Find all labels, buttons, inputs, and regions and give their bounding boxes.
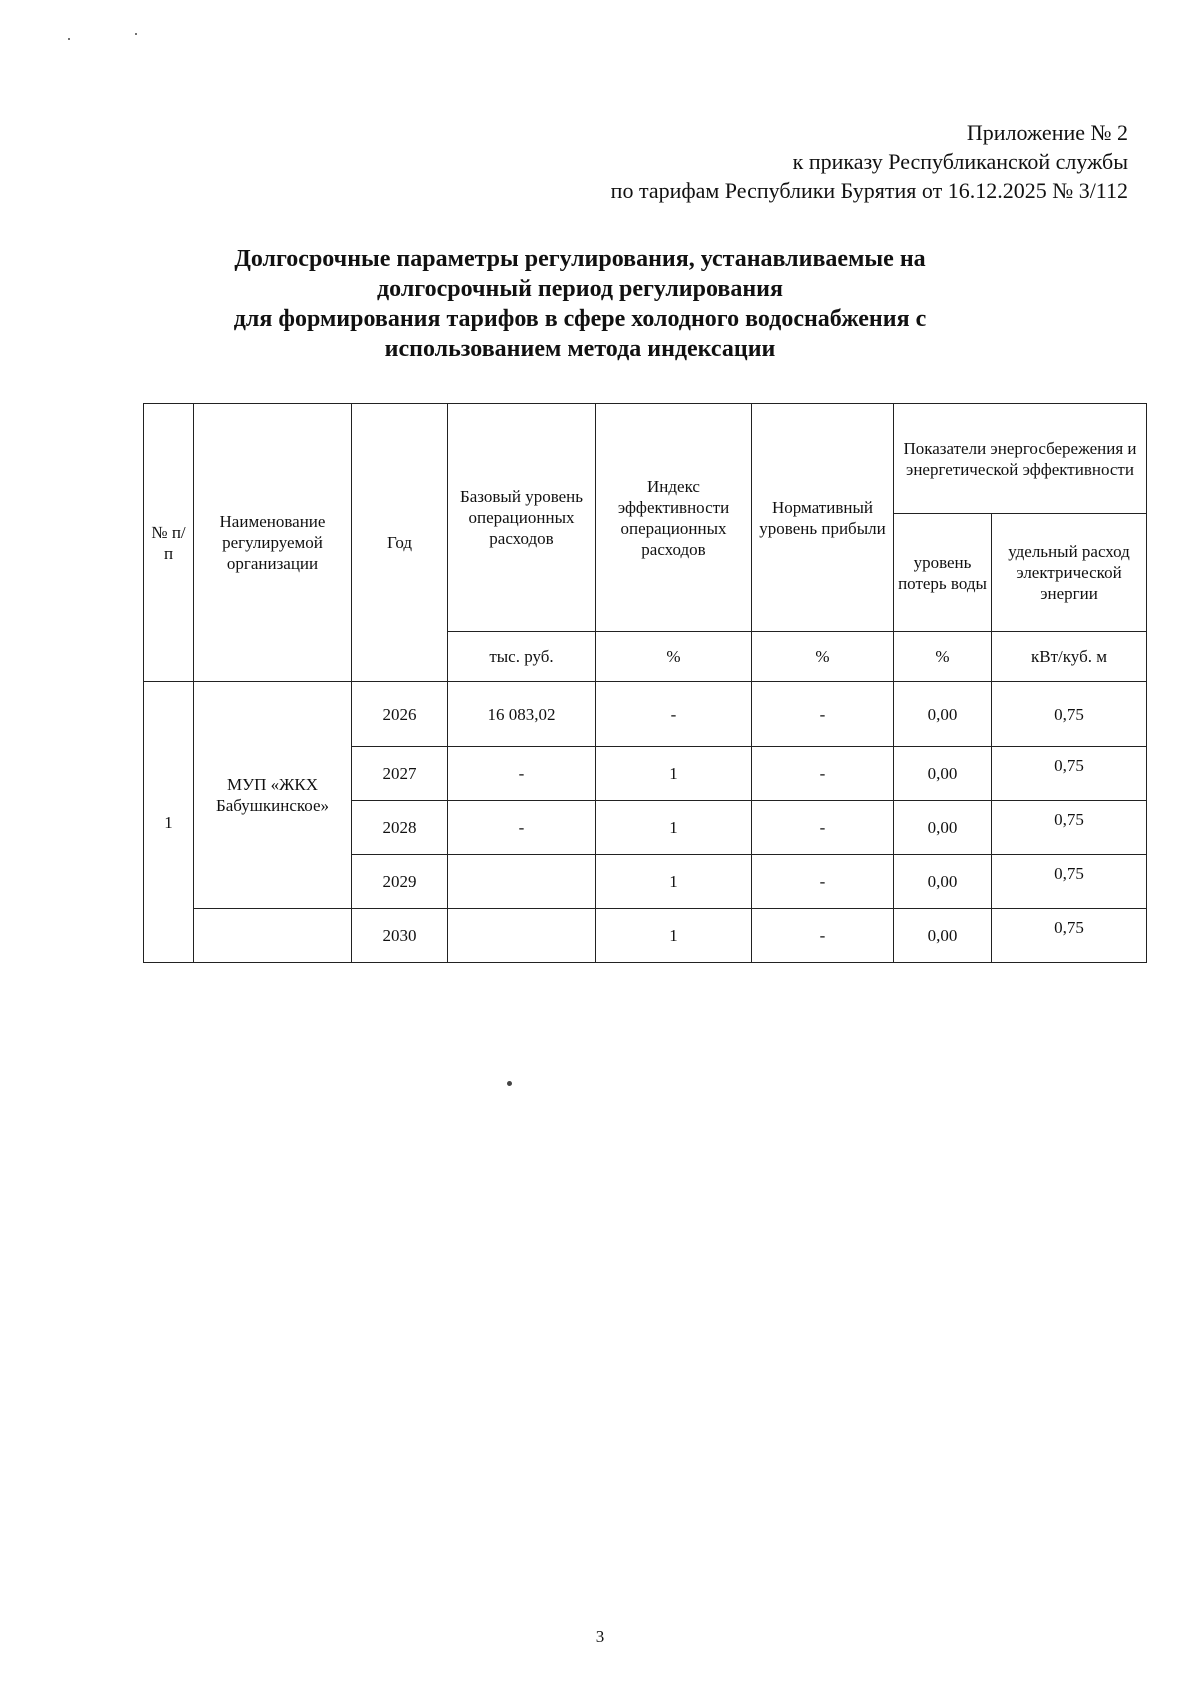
title-line: долгосрочный период регулирования	[377, 276, 783, 302]
electricity-cell: 0,75	[992, 855, 1147, 909]
year-cell: 2030	[352, 909, 448, 963]
base-opex-cell	[448, 855, 596, 909]
base-opex-cell: -	[448, 747, 596, 801]
header-profit-level: Нормативный уровень прибыли	[752, 404, 894, 632]
water-losses-cell: 0,00	[894, 747, 992, 801]
electricity-cell: 0,75	[992, 747, 1147, 801]
appendix-line: по тарифам Республики Бурятия от 16.12.2025 № 3/112	[610, 178, 1128, 203]
scan-speck	[135, 33, 137, 35]
efficiency-index-cell: 1	[596, 909, 752, 963]
parameters-table	[143, 403, 1147, 963]
profit-level-cell: -	[752, 909, 894, 963]
base-opex-cell	[448, 909, 596, 963]
efficiency-index-cell: 1	[596, 801, 752, 855]
title-line: Долгосрочные параметры регулирования, устанавливаемые на	[234, 246, 926, 272]
efficiency-index-cell: -	[596, 682, 752, 747]
header-efficiency-index: Индекс эффективности операционных расходов	[596, 404, 752, 632]
header-electricity-consumption: удельный расход электрической энергии	[992, 514, 1147, 632]
title-line: использованием метода индексации	[384, 336, 776, 362]
base-opex-cell: -	[448, 801, 596, 855]
electricity-cell: 0,75	[992, 909, 1147, 963]
table-row	[144, 909, 1147, 963]
title-line: для формирования тарифов в сфере холодного водоснабжения с	[233, 306, 927, 332]
document-title	[140, 244, 1020, 364]
year-cell: 2029	[352, 855, 448, 909]
scan-speck	[507, 1081, 512, 1086]
water-losses-cell: 0,00	[894, 682, 992, 747]
header-base-opex: Базовый уровень операционных расходов	[448, 404, 596, 632]
year-cell: 2028	[352, 801, 448, 855]
water-losses-cell: 0,00	[894, 909, 992, 963]
table-row	[144, 682, 1147, 747]
profit-level-cell: -	[752, 801, 894, 855]
appendix-line: Приложение № 2	[966, 120, 1128, 145]
header-organization: Наименование регулируемой организации	[194, 404, 352, 682]
org-number-cell: 1	[144, 682, 194, 963]
appendix-line: к приказу Республиканской службы	[792, 149, 1128, 174]
header-row	[144, 404, 1147, 514]
scan-speck	[68, 38, 70, 40]
unit-water-losses: %	[894, 632, 992, 682]
header-energy-group: Показатели энергосбережения и энергетической эффективности	[894, 404, 1147, 514]
year-cell: 2026	[352, 682, 448, 747]
water-losses-cell: 0,00	[894, 855, 992, 909]
unit-profit-level: %	[752, 632, 894, 682]
profit-level-cell: -	[752, 682, 894, 747]
appendix-block	[428, 118, 1128, 205]
profit-level-cell: -	[752, 855, 894, 909]
profit-level-cell: -	[752, 747, 894, 801]
header-water-losses: уровень потерь воды	[894, 514, 992, 632]
header-year: Год	[352, 404, 448, 682]
unit-efficiency-index: %	[596, 632, 752, 682]
electricity-cell: 0,75	[992, 801, 1147, 855]
page-number: 3	[595, 1627, 605, 1646]
electricity-cell: 0,75	[992, 682, 1147, 747]
org-name-empty-cell	[194, 909, 352, 963]
efficiency-index-cell: 1	[596, 747, 752, 801]
org-name-cell: МУП «ЖКХ Бабушкинское»	[194, 682, 352, 909]
header-number: № п/п	[144, 404, 194, 682]
base-opex-cell: 16 083,02	[448, 682, 596, 747]
unit-base-opex: тыс. руб.	[448, 632, 596, 682]
unit-electricity: кВт/куб. м	[992, 632, 1147, 682]
efficiency-index-cell: 1	[596, 855, 752, 909]
year-cell: 2027	[352, 747, 448, 801]
water-losses-cell: 0,00	[894, 801, 992, 855]
